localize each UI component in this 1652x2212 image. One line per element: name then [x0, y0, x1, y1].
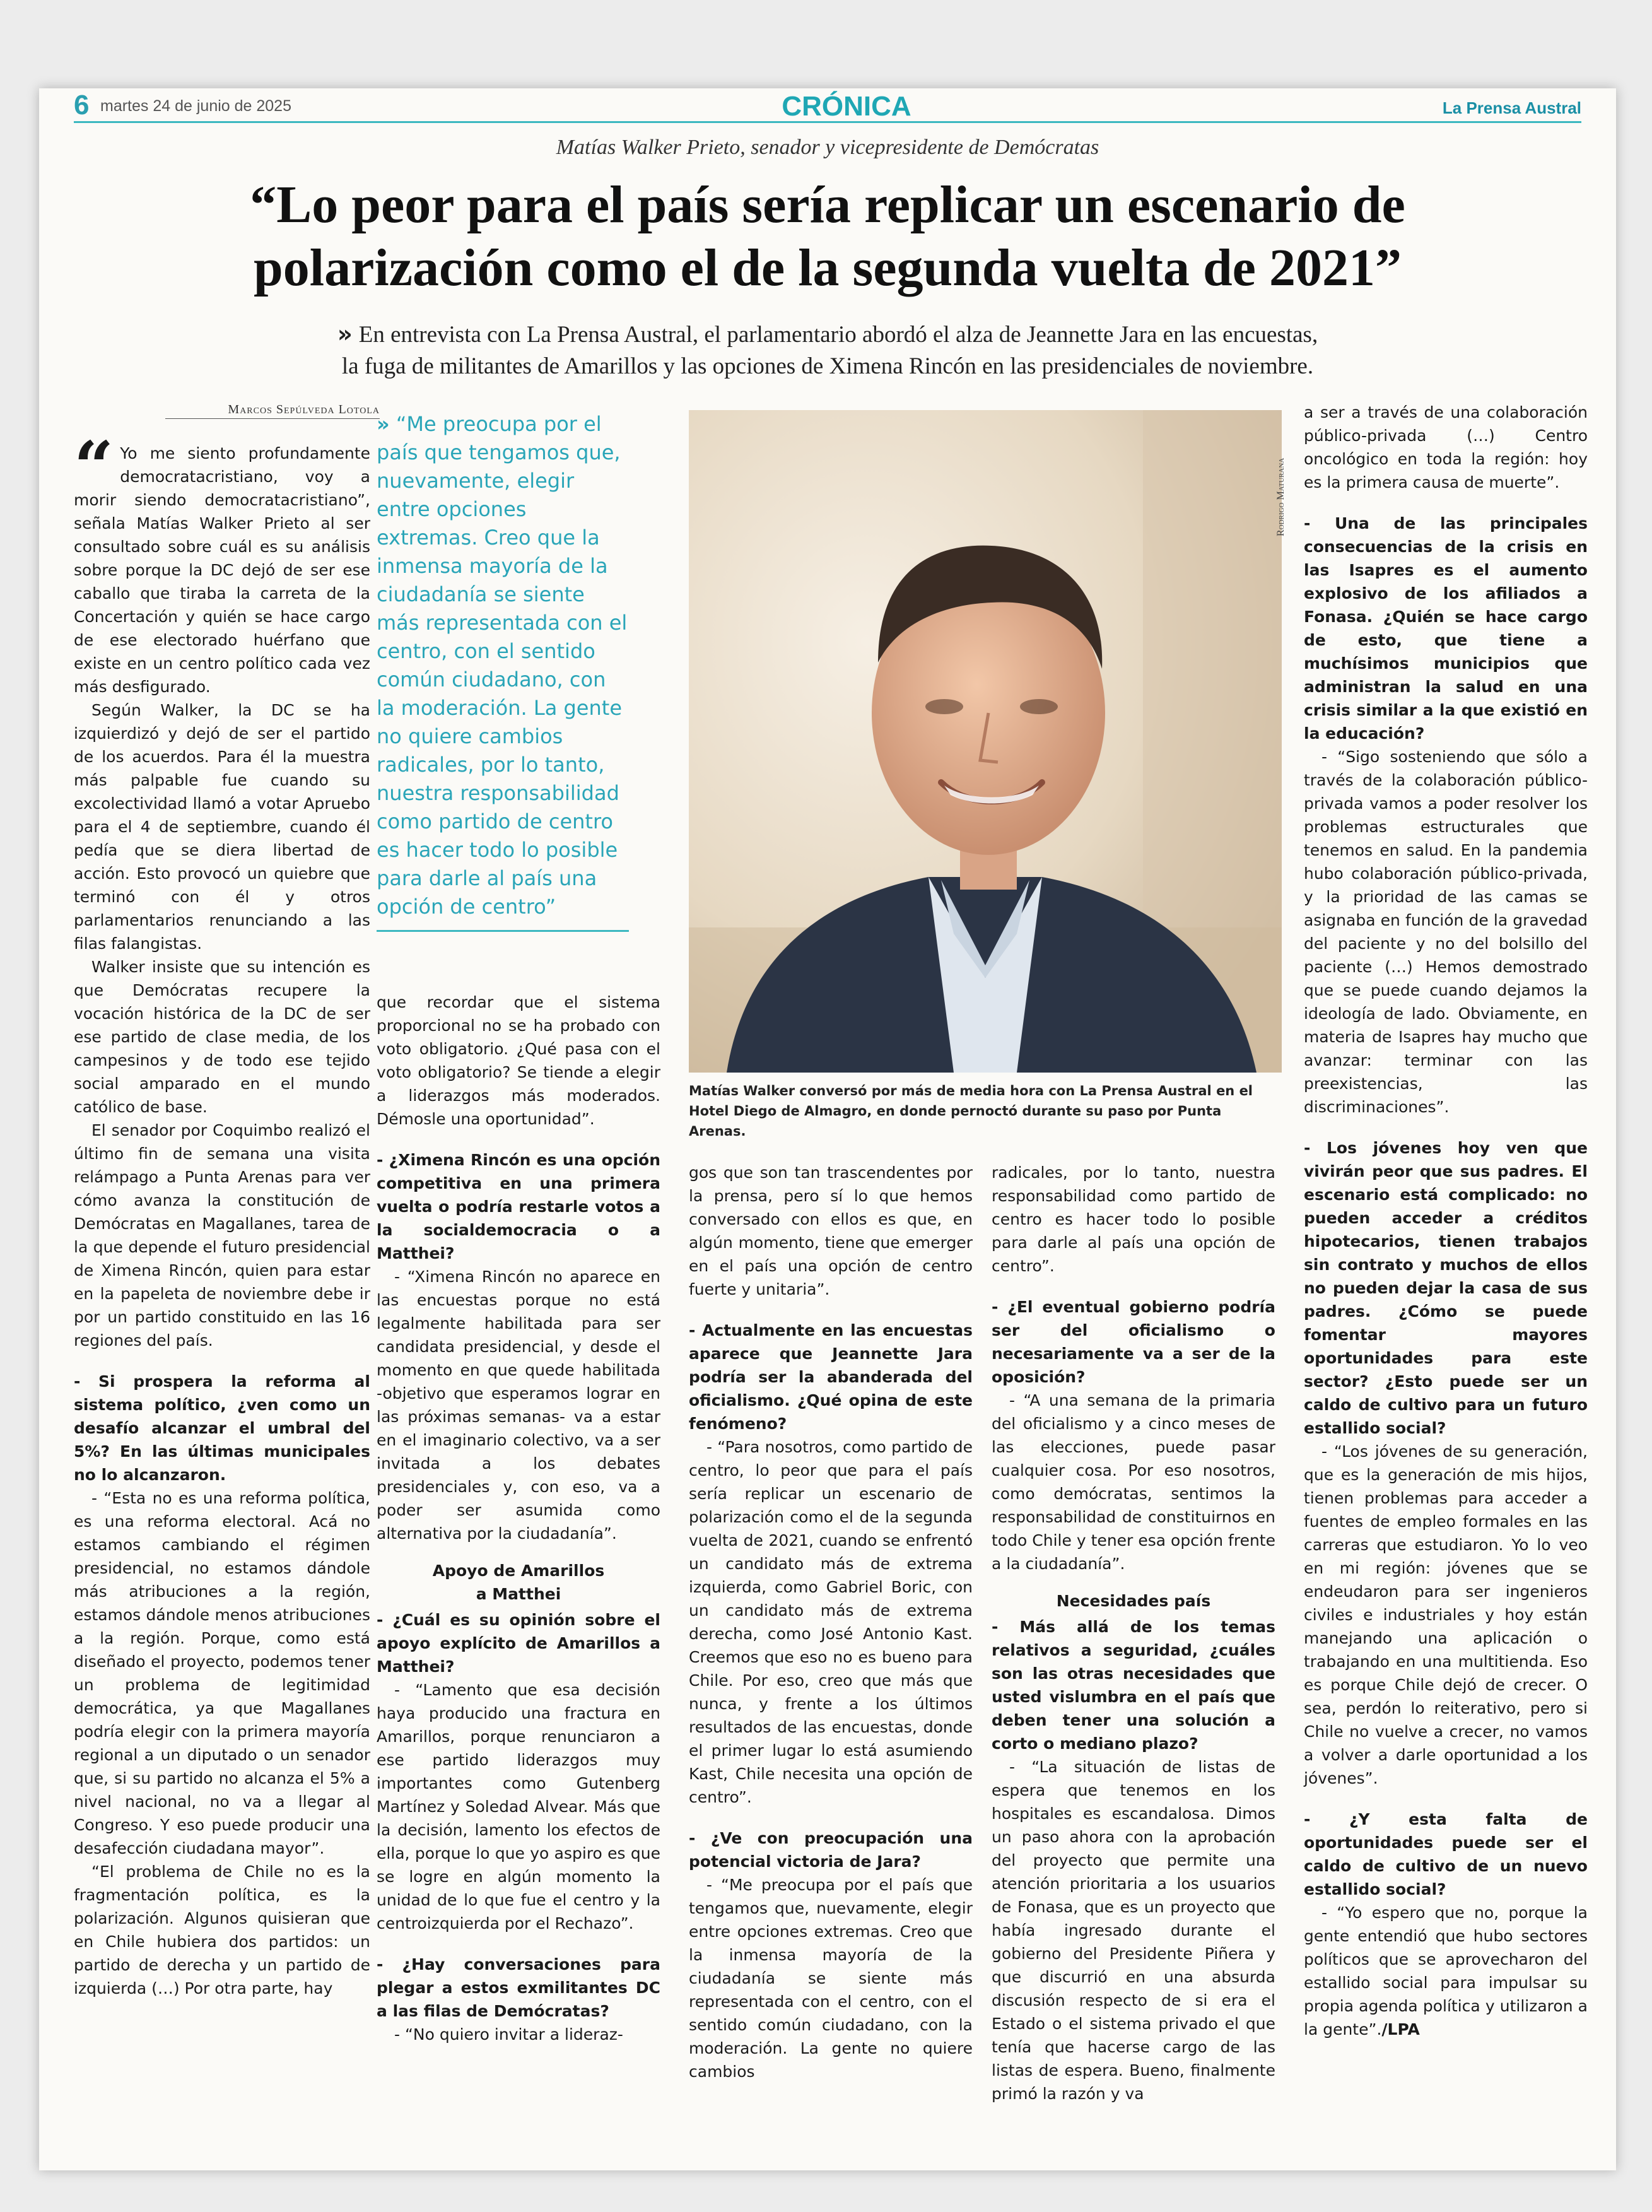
byline: Marcos Sepúlveda Lotola: [165, 403, 380, 419]
interview-question: - ¿Ximena Rincón es una opción competitiva en una primera vuelta o podría restarle votos a la socialdemocracia o a Matthei?: [377, 1151, 660, 1262]
headline-line-2: polarización como el de la segunda vuelta de 2021”: [254, 238, 1402, 297]
column-1: [74, 426, 370, 2000]
page-number: 6: [74, 90, 90, 121]
subhead-line-1-text: En entrevista con La Prensa Austral, el parlamentario abordó el alza de Jeannette Jara en las encuestas,: [358, 322, 1318, 348]
subhead-line-2: la fuga de militantes de Amarillos y las opciones de Ximena Rincón en las presidenciales de noviembre.: [341, 353, 1314, 379]
interview-question: - Si prospera la reforma al sistema político, ¿ven como un desafío alcanzar el umbral del 5%? En las últimas municipales no lo alcanzaron.: [74, 1372, 370, 1484]
paragraph: “El problema de Chile no es la fragmentación política, es la polarización. Algunos quisieran que en Chile hubiera dos partidos: un partido de derecha y un partido de izquierda (…) Por otra parte, hay: [74, 1862, 370, 1997]
headline-line-1: “Lo peor para el país sería replicar un escenario de: [250, 175, 1405, 234]
double-chevron-icon: »: [337, 321, 353, 348]
interview-question: - ¿Cuál es su opinión sobre el apoyo explícito de Amarillos a Matthei?: [377, 1611, 660, 1676]
interview-answer: - “No quiero invitar a lideraz-: [394, 2025, 623, 2044]
subsection-title: Necesidades país: [1056, 1592, 1211, 1610]
paragraph: Según Walker, la DC se ha izquierdizó y dejó de ser el partido de los acuerdos. Para él la muestra más palpable fue cuando su excolectividad llamó a votar Apruebo para el 4 de septiembre, cuando él pedía que se diera libertad de acción. Esto provocó un quiebre que terminó con él y otros parlamentarios renunciando a las filas falangistas.: [74, 701, 370, 953]
interview-answer: - “Los jóvenes de su generación, que es la generación de mis hijos, tienen problemas para acceder a fuentes de empleo formales en las carreras que estudiaron. Yo lo veo en mi región: jóvenes que se endeudaron para ser ingenieros civiles e industriales y hoy están manejando una aplicación o trabajando en una multitienda. Eso es porque Chile dejó de crecer. O sea, perdón lo reiterativo, pero si Chile no vuelve a crecer, no vamos a volver a darle oportunidad a los jóvenes”.: [1304, 1442, 1588, 1787]
interview-answer: [1304, 1901, 1588, 2041]
section-title: CRÓNICA: [782, 91, 911, 122]
subsection-title: [377, 1559, 660, 1606]
interview-question: - Los jóvenes hoy ven que vivirán peor que sus padres. El escenario está complicado: no pueden acceder a créditos hipotecarios, tienen trabajos sin contrato y muchos de ellos no pueden dejar la casa de sus padres. ¿Cómo se puede fomentar mayores oportunidades para este sector? ¿Esto puede ser un caldo de cultivo para un futuro estallido social?: [1304, 1139, 1588, 1437]
paragraph: radicales, por lo tanto, nuestra responsabilidad como partido de centro es hacer todo lo posible para darle al país una opción de centro”.: [992, 1163, 1275, 1275]
column-3: [689, 1161, 973, 2083]
final-answer-text: - “Yo espero que no, porque la gente entendió que hubo sectores políticos que se aprovecharon del estallido social para impulsar su propia agenda política y utilizaron a la gente”.: [1304, 1903, 1588, 2038]
interview-answer: - “Para nosotros, como partido de centro, lo peor que para el país sería replicar un escenario de polarización como el de la segunda vuelta de 2021, cuando se enfrentó un candidato más de extrema izquierda, como Gabriel Boric, con un candidato más de extrema derecha, como José Antonio Kast. Creemos que eso no es bueno para Chile. Por eso, creo que más que nunca, y frente a los últimos resultados de las encuestas, donde el primer lugar lo está asumiendo Kast, Chile necesita una opción de centro”.: [689, 1438, 973, 1806]
paragraph: El senador por Coquimbo realizó el último fin de semana una visita relámpago a Punta Arenas para ver cómo avanza la constitución de Demócratas en Magallanes, tarea de la que depende el futuro presidencial de Ximena Rincón, quien para estar en la papeleta de noviembre debe ir por un partido constituido en las 16 regiones del país.: [74, 1121, 370, 1350]
interview-question: - Una de las principales consecuencias de la crisis en las Isapres es el aumento explosivo de los afiliados a Fonasa. ¿Quién se hace cargo de esto, que tiene a muchísimos municipios que administran la salud en una crisis similar a la que existió en la educación?: [1304, 514, 1588, 743]
portrait-illustration: [689, 410, 1282, 1073]
lead-paragraph: [74, 426, 370, 698]
subsection-title-line-1: Apoyo de Amarillos: [432, 1562, 605, 1580]
interview-question: - ¿Hay conversaciones para plegar a estos exmilitantes DC a las filas de Demócratas?: [377, 1955, 660, 2020]
article-headline: [102, 174, 1553, 300]
page-date: martes 24 de junio de 2025: [100, 97, 291, 115]
signoff: /LPA: [1381, 2020, 1420, 2038]
interview-answer: - “La situación de listas de espera que tenemos en los hospitales es escandalosa. Dimos un paso ahora con la aprobación del proyecto que permite una atención prioritaria a los usuarios de Fonasa, que es un proyecto que había ingresado durante el gobierno del Presidente Piñera y que discurrió en una absurda discusión respecto de si era el Estado o el sistema privado el que tenía que hacerse cargo de las listas de espera. Bueno, finalmente primó la razón y va: [992, 1758, 1275, 2103]
paragraph: que recordar que el sistema proporcional no se ha probado con voto obligatorio. ¿Qué pasa con el voto obligatorio? Se tiende a elegir a liderazgos más moderados. Démosle una oportunidad”.: [377, 993, 660, 1128]
interview-question: - ¿El eventual gobierno podría ser del oficialismo o necesariamente va a ser de la oposición?: [992, 1298, 1275, 1386]
interview-answer: - “Me preocupa por el país que tengamos que, nuevamente, elegir entre opciones extremas. Creo que la inmensa mayoría de la ciudadanía se siente más representada con el centro, con el sentido común ciudadano, con la moderación. La gente no quiere cambios: [689, 1876, 973, 2081]
interview-answer: - “Lamento que esa decisión haya producido una fractura en Amarillos, porque renunciaron a ese partido liderazgos muy importantes como Gutenberg Martínez y Soledad Alvear. Más que la decisión, lamento los efectos de ella, porque lo que yo aspiro es que se logre en algún momento la unidad de lo que fue el centro y la centroizquierda por el Rechazo”.: [377, 1681, 660, 1933]
paragraph: a ser a través de una colaboración público-privada (…) Centro oncológico en toda la región: hoy es la primera causa de muerte”.: [1304, 403, 1588, 491]
publication-name: La Prensa Austral: [1442, 98, 1581, 117]
photo-caption: Matías Walker conversó por más de media hora con La Prensa Austral en el Hotel Diego de Almagro, en donde pernoctó durante su paso por Punta Arenas.: [689, 1083, 1253, 1139]
lead-paragraph-text: Yo me siento profundamente democratacristiano, voy a morir siendo democratacristiano”, señala Matías Walker Prieto al ser consultado sobre cuál es su análisis sobre porque la DC dejó de ser ese caballo que tiraba la carreta de la Concertación y quién se hace cargo de ese electorado huérfano que existe en un centro político cada vez más desfigurado.: [74, 444, 370, 696]
interview-question: - ¿Ve con preocupación una potencial victoria de Jara?: [689, 1829, 973, 1871]
paragraph: Walker insiste que su intención es que Demócratas recupere la vocación histórica de la DC de ser ese partido de clase media, de los campesinos y de todo ese tejido social amparado en el mundo católico de base.: [74, 958, 370, 1116]
paragraph: gos que son tan trascendentes por la prensa, pero sí lo que hemos conversado con ellos es que, en algún momento, tiene que emerger en el país una opción de centro fuerte y unitaria”.: [689, 1163, 973, 1298]
interview-answer: - “Ximena Rincón no aparece en las encuestas porque no está legalmente habilitada para ser candidata presidencial, y desde el momento en que quede habilitada -objetivo que esperamos lograr en las próximas semanas- va a estar en el imaginario colectivo, va a ser invitada a los debates presidenciales y, con eso, va a poder ser asumida como alternativa por la ciudadanía”.: [377, 1268, 660, 1543]
photo-credit: Rodrigo Maturana: [1275, 457, 1286, 536]
column-4: [992, 1161, 1275, 2105]
interview-question: - Más allá de los temas relativos a seguridad, ¿cuáles son las otras necesidades que usted vislumbra en el país que deben tener una solución a corto o mediano plazo?: [992, 1618, 1275, 1753]
newspaper-page: [39, 88, 1616, 2170]
interview-answer: - “A una semana de la primaria del oficialismo y a cinco meses de las elecciones, puede pasar cualquier cosa. Por eso nosotros, como demócratas, sentimos la responsabilidad de constituirnos en todo Chile y tener esa opción frente a la ciudadanía”.: [992, 1391, 1275, 1573]
interview-question: - ¿Y esta falta de oportunidades puede ser el caldo de cultivo de un nuevo estallido social?: [1304, 1810, 1588, 1898]
column-2: [377, 991, 660, 2046]
open-quote-icon: “: [74, 426, 114, 507]
pull-quote-text: “Me preocupa por el país que tengamos que, nuevamente, elegir entre opciones extremas. Creo que la inmensa mayoría de la ciudadanía se siente más representada con el centro, con el sentido común ciudadano, con la moderación. La gente no quiere cambios radicales, por lo tanto, nuestra responsabilidad como partido de centro es hacer todo lo posible para darle al país una opción de centro”: [377, 412, 628, 919]
interviewee-photo: [689, 410, 1282, 1073]
double-chevron-icon: »: [377, 412, 390, 436]
article-subhead: [165, 319, 1490, 382]
column-5: [1304, 401, 1588, 2041]
article-kicker: Matías Walker Prieto, senador y vicepresidente de Demócratas: [556, 136, 1099, 159]
page-header: [74, 88, 1581, 123]
interview-question: - Actualmente en las encuestas aparece que Jeannette Jara podría ser la abanderada del oficialismo. ¿Qué opina de este fenómeno?: [689, 1321, 973, 1433]
interview-answer: - “Sigo sosteniendo que sólo a través de la colaboración público-privada vamos a poder resolver los problemas estructurales que tenemos en salud. En la pandemia hubo colaboración público-privada, y la prioridad de las camas se asignaba en función de la gravedad del paciente y no del bolsillo del paciente (…) Hemos demostrado que se puede cuando dejamos la ideología de lado. Obviamente, en materia de Isapres hay mucho que avanzar: terminar con las preexistencias, las discriminaciones”.: [1304, 748, 1588, 1116]
pull-quote: [377, 410, 629, 932]
subsection-title-line-2: a Matthei: [476, 1585, 561, 1603]
subhead-line-1: [165, 319, 1490, 351]
interview-answer: - “Esta no es una reforma política, es una reforma electoral. Acá no estamos cambiando el régimen presidencial, no estamos dándole más atribuciones a la región, estamos dándole menos atribuciones a la región. Porque, como está diseñado el proyecto, podemos tener un problema de legitimidad democrática, ya que Magallanes podría elegir con la primera mayoría regional a un diputado o un senador que, si su partido no alcanza el 5% a nivel nacional, no va a llegar al Congreso. Y eso puede producir una desafección ciudadana mayor”.: [74, 1489, 370, 1857]
